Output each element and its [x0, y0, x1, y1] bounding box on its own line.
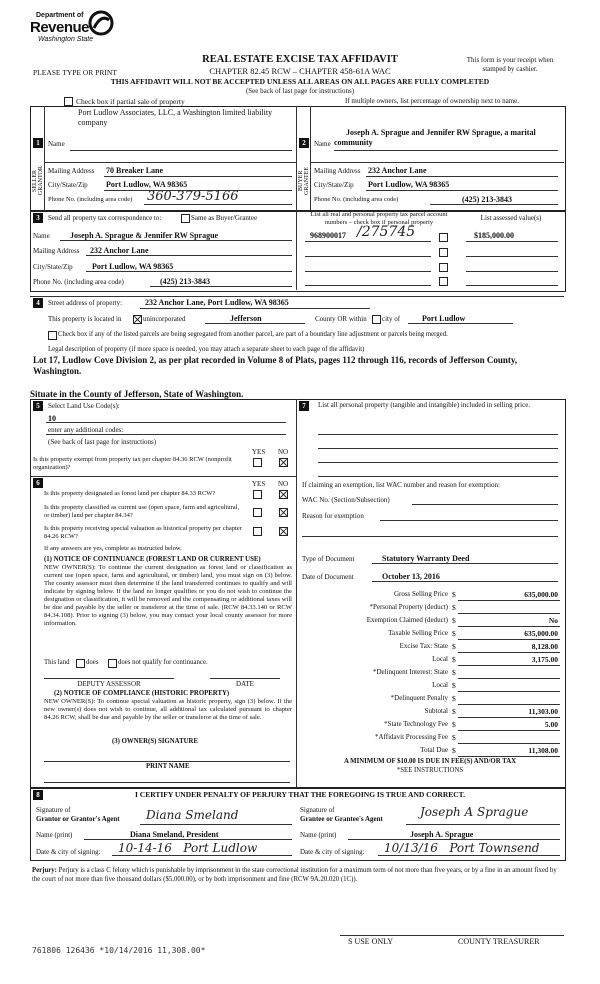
tax-row-label: Local: [432, 681, 448, 689]
tax-row-currency: $: [452, 720, 456, 729]
perjury-notice: [32, 866, 564, 884]
buyer-name-label: Name: [314, 140, 331, 148]
seller-name-value[interactable]: Port Ludlow Associates, LLC, a Washington limited liability company: [78, 108, 273, 127]
see-instructions: *SEE INSTRUCTIONS: [396, 767, 464, 774]
tax-table: [300, 590, 562, 758]
tax-row-label: Subtotal: [424, 707, 448, 715]
grantee-name-label: Name (print): [300, 831, 337, 839]
print-name-label: PRINT NAME: [146, 763, 190, 770]
legal-description[interactable]: Lot 17, Ludlow Cove Division 2, as per plat recorded in Volume 8 of Plats, pages 112 through 116, records of Jefferson County, Washington.: [33, 355, 518, 376]
seller-phone-label: Phone No. (including area code): [48, 196, 133, 203]
tax-row-currency: $: [452, 668, 456, 677]
s6-yes-header: YES: [252, 480, 266, 488]
land-does-not-checkbox[interactable]: [108, 659, 117, 668]
tax-row-currency: $: [452, 642, 456, 651]
partial-sale-label: Check box if partial sale of property: [76, 97, 185, 106]
tax-row-underline: [458, 743, 560, 744]
historic-question: Is this property receiving special valuation as historical property per chapter 84.26 RCW?: [44, 525, 242, 540]
minimum-note: A MINIMUM OF $10.00 IS DUE IN FEE(S) AND/OR TAX: [343, 758, 517, 765]
tax-row-label: *Affidavit Processing Fee: [375, 733, 448, 741]
any-yes-note: If any answers are yes, complete as instructed below.: [44, 545, 182, 552]
wac-label: WAC No. (Section/Subsection): [302, 496, 390, 504]
section-2-badge: 2: [299, 138, 309, 148]
deputy-date-label: DATE: [236, 680, 254, 688]
exempt-question: Is this property exempt from property tax per chapter 84.36 RCW (nonprofit organization)?: [33, 456, 232, 471]
corr-name-label: Name: [33, 232, 50, 240]
tax-row-currency: $: [452, 681, 456, 690]
buyer-mailing-label: Mailing Address: [314, 167, 361, 175]
corr-mailing-value[interactable]: 232 Anchor Lane: [90, 246, 149, 255]
tax-row-underline: [458, 756, 560, 757]
land-does-label: does: [86, 659, 99, 666]
tax-row-label: *State Technology Fee: [384, 720, 448, 728]
tax-row-currency: $: [452, 694, 456, 703]
grantor-date-city[interactable]: 10-14-16 Port Ludlow: [118, 841, 258, 855]
land-use-code[interactable]: 10: [48, 414, 56, 423]
tax-row-underline: [458, 652, 560, 653]
partial-sale-checkbox[interactable]: [64, 97, 73, 106]
tax-row-value[interactable]: No: [548, 616, 558, 625]
forest-yes-checkbox[interactable]: [253, 490, 262, 499]
use-only-label: S USE ONLY: [348, 937, 393, 946]
grantor-sig-label-1: Signature of: [36, 806, 71, 814]
personal-property-label: List all personal property (tangible and intangible) included in selling price.: [318, 401, 531, 409]
seller-phone-value[interactable]: 360-379-5166: [147, 189, 239, 204]
form-chapter: CHAPTER 82.45 RCW – CHAPTER 458-61A WAC: [209, 66, 391, 76]
unincorporated-checkbox[interactable]: [133, 315, 142, 324]
section-7-badge: 7: [299, 401, 309, 411]
tax-row-currency: $: [452, 590, 456, 599]
doc-type-value[interactable]: Statutory Warranty Deed: [382, 554, 470, 563]
section-6-badge: 6: [33, 478, 43, 488]
section-4-badge: 4: [33, 298, 43, 308]
perjury-text: Perjury is a class C felony which is punishable by imprisonment in the state correctional institution for a maximum term of not more than five years, or by a fine in an amount fixed by the court of not more than five thousand dollars ($5,000.00), or by both imprisonment and fine (RCW 9A.20.020 (1C)).: [32, 867, 557, 883]
seller-city-label: City/State/Zip: [48, 181, 88, 189]
section-8-badge: 8: [33, 790, 43, 800]
tax-row-label: Total Due: [420, 746, 448, 754]
land-does-checkbox[interactable]: [76, 659, 85, 668]
tax-row-value[interactable]: 3,175.00: [531, 655, 558, 664]
corr-phone-label: Phone No. (including area code): [33, 278, 124, 286]
grantor-sig-label-2: Grantor or Grantor's Agent: [36, 815, 120, 823]
tax-row-underline: [458, 639, 560, 640]
certify-statement: I CERTIFY UNDER PENALTY OF PERJURY THAT THE FOREGOING IS TRUE AND CORRECT.: [134, 790, 465, 799]
county-label: County OR within: [315, 315, 367, 323]
same-as-buyer-label: Same as Buyer/Grantee: [191, 214, 258, 222]
land-use-see-back: (See back of last page for instructions): [48, 438, 157, 446]
tax-row-underline: [458, 717, 560, 718]
logo-swirl-icon: [88, 10, 114, 36]
tax-row-currency: $: [452, 603, 456, 612]
current-use-no-checkbox[interactable]: [279, 508, 288, 517]
historic-no-checkbox[interactable]: [279, 527, 288, 536]
tax-row-value[interactable]: 635,000.00: [524, 629, 558, 638]
s5-yes-header: YES: [252, 448, 266, 456]
tax-row-label: *Delinquent Interest: State: [372, 668, 448, 676]
perjury-label: Perjury:: [32, 867, 57, 874]
city-checkbox[interactable]: [372, 315, 381, 324]
tax-row-label: *Personal Property (deduct): [369, 603, 448, 611]
form-title: REAL ESTATE EXCISE TAX AFFIDAVIT: [202, 54, 398, 65]
buyer-phone-value[interactable]: (425) 213-3843: [462, 195, 512, 204]
logo-state: Washington State: [38, 36, 94, 43]
tax-row-underline: [458, 626, 560, 627]
tax-row-label: Excise Tax: State: [399, 642, 448, 650]
parcel-handwritten: /275745: [357, 224, 416, 240]
tax-row-label: Local: [432, 655, 448, 663]
tax-row-underline: [458, 613, 560, 614]
county-treasurer-label: COUNTY TREASURER: [458, 937, 540, 946]
tax-row-currency: $: [452, 746, 456, 755]
send-correspondence-label: Send all property tax correspondence to:: [48, 214, 162, 222]
tax-row-value[interactable]: 11,308.00: [528, 746, 558, 755]
located-label: This property is located in: [48, 315, 122, 323]
seller-mailing-value[interactable]: 70 Breaker Lane: [106, 166, 164, 175]
tax-row-underline: [458, 665, 560, 666]
land-does-not-label: does not qualify for continuance.: [118, 659, 208, 666]
corr-phone-value[interactable]: (425) 213-3843: [160, 277, 210, 286]
tax-row-currency: $: [452, 707, 456, 716]
grantee-date-city[interactable]: 10/13/16 Port Townsend: [384, 841, 540, 855]
forest-question: Is this property designated as forest land per chapter 84.33 RCW?: [44, 490, 216, 497]
receipt-note: This form is your receipt when stamped by cashier.: [466, 56, 554, 73]
grantor-name-label: Name (print): [36, 831, 73, 839]
buyer-city-label: City/State/Zip: [314, 181, 354, 189]
tax-row-label: Gross Selling Price: [393, 590, 448, 598]
tax-row-value[interactable]: 11,303.00: [528, 707, 558, 716]
current-use-yes-checkbox[interactable]: [253, 508, 262, 517]
city-label: city of: [382, 315, 401, 323]
doc-date-label: Date of Document: [302, 573, 354, 581]
tax-row-currency: $: [452, 629, 456, 638]
form-warning: THIS AFFIDAVIT WILL NOT BE ACCEPTED UNLESS ALL AREAS ON ALL PAGES ARE FULLY COMPLETED: [110, 77, 490, 86]
corr-city-value[interactable]: Port Ludlow, WA 98365: [92, 262, 174, 271]
parcel-3-personal-checkbox[interactable]: [439, 263, 448, 272]
situate-line: Situate in the County of Jefferson, State of Washington.: [30, 389, 244, 399]
grantee-signature[interactable]: Joseph A Sprague: [420, 805, 529, 819]
s5-no-header: NO: [278, 448, 289, 456]
tax-row-currency: $: [452, 733, 456, 742]
tax-row-label: *Delinquent Penalty: [390, 694, 448, 702]
buyer-city-value[interactable]: Port Ludlow, WA 98365: [368, 180, 450, 189]
tax-row-currency: $: [452, 616, 456, 625]
corr-name-value[interactable]: Joseph A. Sprague & Jennifer RW Sprague: [70, 231, 219, 240]
land-use-label: Select Land Use Code(s):: [48, 402, 120, 410]
parcel-number[interactable]: 968900017: [310, 231, 346, 240]
multiple-owners-note: If multiple owners, list percentage of ownership next to name.: [345, 97, 519, 105]
seller-mailing-label: Mailing Address: [48, 167, 95, 175]
county-value[interactable]: Jefferson: [230, 314, 262, 323]
grantee-name[interactable]: Joseph A. Sprague: [410, 830, 474, 839]
please-type: PLEASE TYPE OR PRINT: [33, 68, 117, 77]
tax-row-underline: [458, 691, 560, 692]
grantor-name[interactable]: Diana Smeland, President: [130, 830, 219, 839]
parcel-2-personal-checkbox[interactable]: [439, 248, 448, 257]
legal-label: Legal description of property (if more space is needed, you may attach a separate sheet to each page of the affidavit): [48, 346, 365, 353]
tax-row-label: Exemption Claimed (deduct): [366, 616, 448, 624]
section-5-badge: 5: [33, 401, 43, 411]
buyer-phone-label: Phone No. (including area code): [314, 196, 399, 203]
tax-row-underline: [458, 678, 560, 679]
owner-signature-label: (3) OWNER(S) SIGNATURE: [112, 738, 198, 745]
same-as-buyer-checkbox[interactable]: [181, 214, 190, 223]
tax-row-value[interactable]: 635,000.00: [524, 590, 558, 599]
city-value[interactable]: Port Ludlow: [422, 314, 466, 323]
section-1-badge: 1: [33, 138, 43, 148]
exempt-yes-checkbox[interactable]: [253, 458, 262, 467]
buyer-mailing-value[interactable]: 232 Anchor Lane: [368, 166, 427, 175]
street-label: Street address of property:: [48, 299, 123, 307]
section-3-badge: 3: [33, 213, 43, 223]
this-land-label: This land: [44, 659, 70, 666]
historic-yes-checkbox[interactable]: [253, 527, 262, 536]
exemption-label: If claiming an exemption, list WAC number and reason for exemption:: [302, 481, 500, 489]
doc-date-value[interactable]: October 13, 2016: [382, 572, 440, 581]
notice2-text: NEW OWNER(S): To continue special valuation as historic property, sign (3) below. If the new owner(s) does not wish to continue, all additional tax calculated pursuant to chapter 84.26 RCW, shall be due and payable by the seller or transferor at the time of sale.: [44, 698, 292, 721]
notice1-text: NEW OWNER(S): To continue the current designation as forest land or classification as current use (open space, farm and agricultural, or timber) land, you must sign on (3) below. The county assessor must then determine if the land transferred continues to qualify and will indicate by signing below. If the land no longer qualifies or you do not wish to continue the designation or classification, it will be removed and the compensating or additional taxes will be due and payable by the seller or transferor at the time of sale. (RCW 84.33.140 or RCW 84.34.108). Prior to signing (3) below, you may contact your local county assessor for more information.: [44, 564, 292, 627]
exempt-no-checkbox[interactable]: [279, 458, 288, 467]
grantor-date-label: Date & city of signing:: [36, 848, 101, 856]
tax-row-value[interactable]: 5.00: [544, 720, 558, 729]
additional-codes-label: enter any additional codes:: [48, 426, 124, 434]
form-see-back: (See back of last page for instructions): [245, 87, 355, 95]
grantee-date-label: Date & city of signing:: [300, 848, 365, 856]
deputy-assessor-label: DEPUTY ASSESSOR: [77, 680, 141, 688]
s6-no-header: NO: [278, 480, 289, 488]
parcel-4-personal-checkbox[interactable]: [439, 277, 448, 286]
forest-no-checkbox[interactable]: [279, 490, 288, 499]
seller-city-value[interactable]: Port Ludlow, WA 98365: [106, 180, 188, 189]
assessed-header: List assessed value(s): [480, 214, 542, 222]
tax-row-underline: [458, 730, 560, 731]
seller-side-label: SELLER GRANTOR: [32, 166, 44, 196]
corr-mailing-label: Mailing Address: [33, 247, 80, 255]
segregated-label: Check box if any of the listed parcels are being segregated from another parcel, are part of a boundary line adjustment or parcels being merged.: [58, 331, 448, 338]
corr-city-label: City/State/Zip: [33, 263, 73, 271]
tax-row-value[interactable]: 8,128.00: [531, 642, 558, 651]
current-use-question: Is this property classified as current use (open space, farm and agricultural, or timber) land per chapter 84.34?: [44, 504, 240, 519]
cashier-stamp: 761806 126436 *10/14/2016 11,308.00*: [32, 946, 206, 955]
parcel-header: List all real and personal property tax parcel account numbers – check box if personal property: [310, 211, 448, 226]
grantee-sig-label-1: Signature of: [300, 806, 335, 814]
parcel-1-personal-checkbox[interactable]: [439, 233, 448, 242]
doc-type-label: Type of Document: [302, 555, 355, 563]
notice2-title: (2) NOTICE OF COMPLIANCE (HISTORIC PROPERTY): [54, 690, 230, 697]
tax-row-label: Taxable Selling Price: [388, 629, 448, 637]
notice1-title: (1) NOTICE OF CONTINUANCE (FOREST LAND OR CURRENT USE): [44, 556, 261, 563]
buyer-name-value[interactable]: Joseph A. Sprague and Jennifer RW Sprague, a marital community: [334, 128, 536, 147]
buyer-side-label: BUYER GRANTEE: [298, 167, 310, 195]
reason-label: Reason for exemption: [302, 512, 364, 520]
tax-row-underline: [458, 704, 560, 705]
logo-dept: Department of: [36, 12, 84, 19]
tax-row-currency: $: [452, 655, 456, 664]
assessed-value[interactable]: $185,000.00: [474, 231, 514, 240]
logo-name: Revenue: [30, 19, 90, 36]
seller-name-label: Name: [48, 140, 65, 148]
grantor-signature[interactable]: Diana Smeland: [146, 808, 239, 822]
segregated-checkbox[interactable]: [48, 331, 57, 340]
tax-row-underline: [458, 600, 560, 601]
logo: [30, 10, 110, 52]
street-value[interactable]: 232 Anchor Lane, Port Ludlow, WA 98365: [145, 298, 289, 307]
unincorporated-label: unincorporated: [143, 315, 186, 323]
grantee-sig-label-2: Grantee or Grantee's Agent: [300, 815, 383, 823]
